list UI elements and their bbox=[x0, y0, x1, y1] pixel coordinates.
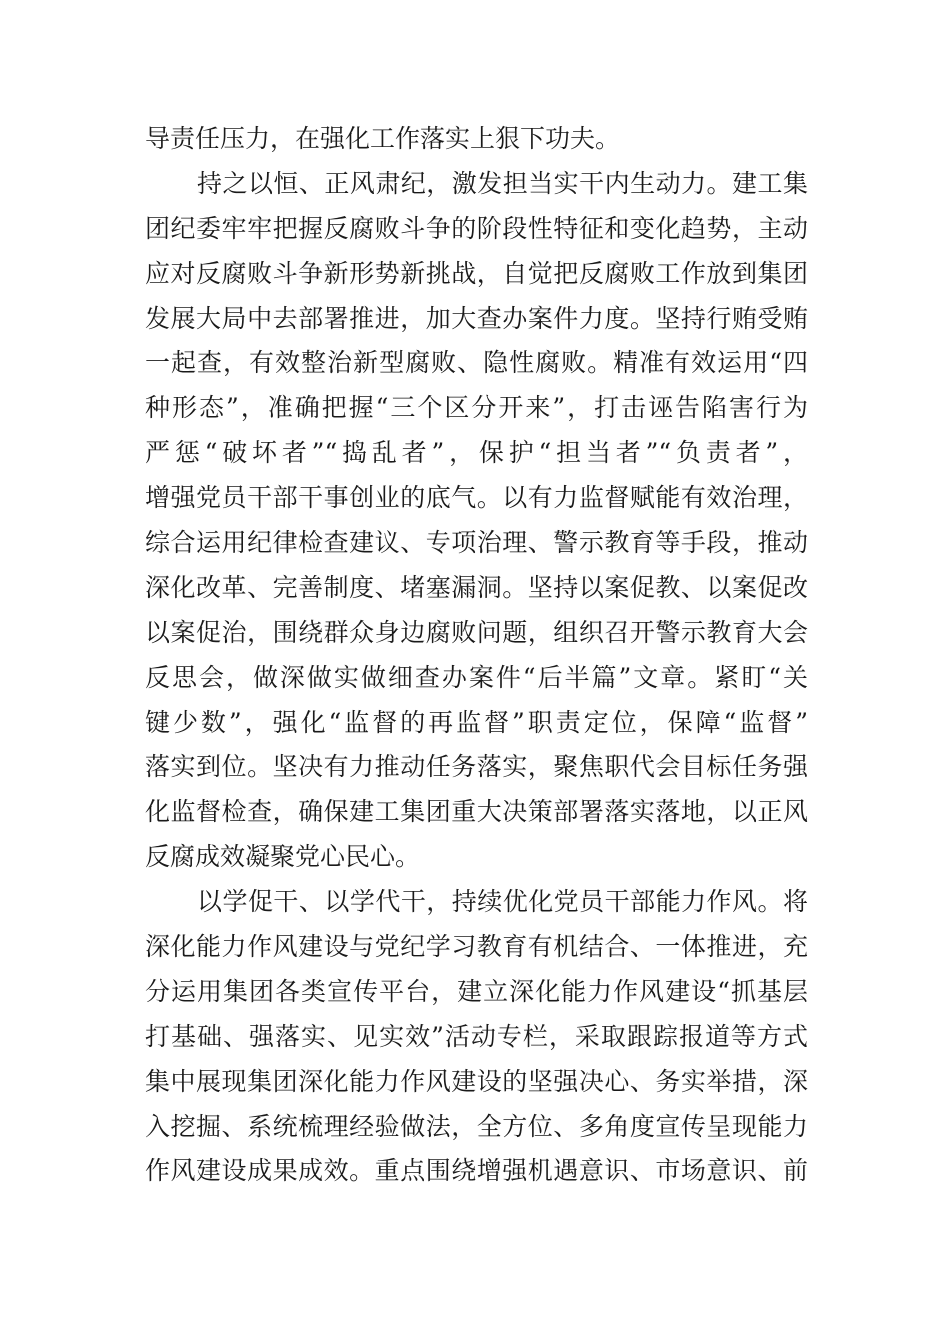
paragraph-2-line: 落实到位。坚决有力推动任务落实，聚焦职代会目标任务强 bbox=[145, 752, 808, 782]
paragraph-2-line: 反腐成效凝聚党心民心。 bbox=[145, 842, 421, 872]
paragraph-2-line: 化监督检查，确保建工集团重大决策部署落实落地，以正风 bbox=[145, 797, 808, 827]
document-body bbox=[145, 117, 808, 1194]
paragraph-2-line: 一起查，有效整治新型腐败、隐性腐败。精准有效运用“四 bbox=[145, 348, 808, 378]
paragraph-2-line: 深化改革、完善制度、堵塞漏洞。坚持以案促教、以案促改 bbox=[145, 572, 808, 602]
paragraph-2-line: 种形态”，准确把握“三个区分开来”，打击诬告陷害行为 bbox=[145, 393, 808, 423]
paragraph-2-line: 键少数”，强化“监督的再监督”职责定位，保障“监督” bbox=[145, 707, 808, 737]
paragraph-3-line: 入挖掘、系统梳理经验做法，全方位、多角度宣传呈现能力 bbox=[145, 1111, 808, 1141]
paragraph-3-line: 作风建设成果成效。重点围绕增强机遇意识、市场意识、前 bbox=[145, 1156, 808, 1186]
paragraph-2-line: 以案促治，围绕群众身边腐败问题，组织召开警示教育大会 bbox=[145, 617, 808, 647]
paragraph-2-line: 发展大局中去部署推进，加大查办案件力度。坚持行贿受贿 bbox=[145, 303, 808, 333]
paragraph-2-line: 团纪委牢牢把握反腐败斗争的阶段性特征和变化趋势，主动 bbox=[145, 213, 808, 243]
paragraph-2-line: 应对反腐败斗争新形势新挑战，自觉把反腐败工作放到集团 bbox=[145, 258, 808, 288]
paragraph-2-line: 综合运用纪律检查建议、专项治理、警示教育等手段，推动 bbox=[145, 528, 808, 558]
paragraph-2-line: 反思会，做深做实做细查办案件“后半篇”文章。紧盯“关 bbox=[145, 662, 808, 692]
paragraph-1-line: 导责任压力，在强化工作落实上狠下功夫。 bbox=[145, 124, 621, 153]
paragraph-3-line: 以学促干、以学代干，持续优化党员干部能力作风。将 bbox=[197, 887, 808, 917]
paragraph-3-line: 打基础、强落实、见实效”活动专栏，采取跟踪报道等方式 bbox=[145, 1021, 808, 1051]
paragraph-3-line: 分运用集团各类宣传平台，建立深化能力作风建设“抓基层 bbox=[145, 976, 808, 1006]
paragraph-2-line: 持之以恒、正风肃纪，激发担当实干内生动力。建工集 bbox=[197, 168, 808, 198]
paragraph-2-line: 增强党员干部干事创业的底气。以有力监督赋能有效治理， bbox=[145, 483, 808, 513]
paragraph-2-line: 严惩“破坏者”“捣乱者”，保护“担当者”“负责者”， bbox=[145, 438, 808, 468]
paragraph-3-line: 集中展现集团深化能力作风建设的坚强决心、务实举措，深 bbox=[145, 1066, 808, 1096]
paragraph-3-line: 深化能力作风建设与党纪学习教育有机结合、一体推进，充 bbox=[145, 932, 808, 962]
